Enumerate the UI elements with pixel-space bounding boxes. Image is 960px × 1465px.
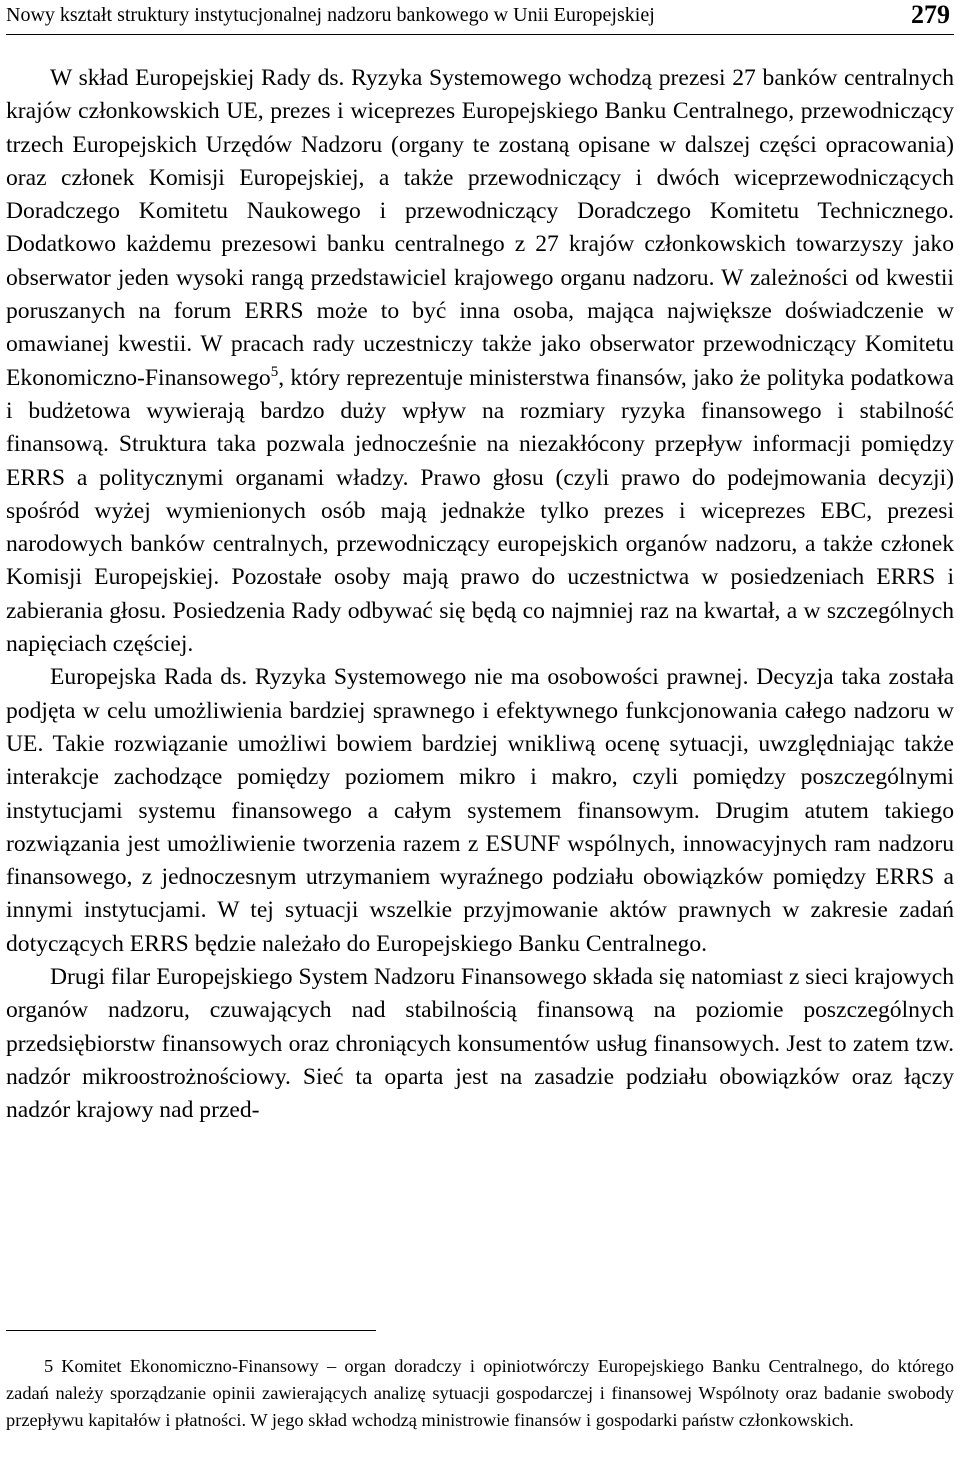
footnote-number: 5 [44,1356,54,1376]
paragraph-legal-personality: Europejska Rada ds. Ryzyka Systemowego nie ma osobowości prawnej. Decyzja taka została podjęta w celu umożliwienia bardziej sprawnego i efektywnego funkcjonowania całego nadzoru w UE. Takie rozwiązanie umożliwi bowiem bardziej wnikliwą ocenę sytuacji, uwzględniając także interakcje zachodzące pomiędzy poziomem mikro i makro, czyli pomiędzy poszczególnymi instytucjami systemu finansowego a całym systemem finansowym. Drugim atutem takiego rozwiązania jest umożliwienie tworzenia razem z ESUNF wspólnych, innowacyjnych ram nadzoru finansowego, z jednoczesnym utrzymaniem wyraźnego podziału obowiązków pomiędzy ERRS a innymi instytucjami. W tej sytuacji wszelkie przyjmowanie aktów prawnych w zakresie zadań dotyczących ERRS będzie należało do Europejskiego Banku Centralnego. [6,664,954,957]
footnote [6,1353,954,1433]
running-header-title: Nowy kształt struktury instytucjonalnej nadzoru bankowego w Unii Europejskiej [6,4,655,26]
footnote-reference[interactable]: 5 [270,363,279,380]
paragraph-text: W skład Europejskiej Rady ds. Ryzyka Systemowego wchodzą prezesi 27 banków centralnych krajów członkowskich UE, prezes i wiceprezes Europejskiego Banku Centralnego, przewodniczący trzech Europejskich Urzędów Nadzoru (organy te zostaną opisane w dalszej części opracowania) oraz członek Komisji Europejskiej, a także przewodniczący i dwóch wiceprzewodniczących Doradczego Komitetu Naukowego i przewodniczący Doradczego Komitetu Technicznego. Dodatkowo każdemu prezesowi banku centralnego z 27 krajów członkowskich towarzyszy jako obserwator jeden wysoki rangą przedstawiciel krajowego organu nadzoru. W zależności od kwestii poruszanych na forum ERRS może to być inna osoba, mająca największe doświadczenie w omawianej kwestii. W pracach rady uczestniczy także jako obserwator przewodniczący Komitetu Ekonomiczno-Finansowego [6,65,954,391]
main-text [6,62,954,1128]
paragraph-text: , który reprezentuje ministerstwa finansów, jako że polityka podatkowa i budżetowa wywierają bardzo duży wpływ na rozmiary ryzyka finansowego i stabilność finansową. Struktura taka pozwala jednocześnie na niezakłócony przepływ informacji pomiędzy ERRS a politycznymi organami władzy. Prawo głosu (czyli prawo do podejmowania decyzji) spośród wyżej wymienionych osób mają jednakże tylko prezes i wiceprezes EBC, prezesi narodowych banków centralnych, przewodniczący europejskich organów nadzoru, a także członek Komisji Europejskiej. Pozostałe osoby mają prawo do uczestnictwa w posiedzeniach ERRS i zabierania głosu. Posiedzenia Rady odbywać się będą co najmniej raz na kwartał, a w szczególnych napięciach częściej. [6,364,954,658]
footnote-separator [6,1330,376,1331]
paragraph-errs-composition [6,62,954,661]
page-number: 279 [911,0,950,29]
running-header [6,0,954,35]
paragraph-second-pillar: Drugi filar Europejskiego System Nadzoru Finansowego składa się natomiast z sieci krajowych organów nadzoru, czuwających nad stabilnością finansową na poziomie poszczególnych przedsiębiorstw finansowych oraz chroniących konsumentów usług finansowych. Jest to zatem tzw. nadzór mikroostrożnościowy. Sieć ta oparta jest na zasadzie podziału obowiązków oraz łączy nadzór krajowy nad przed- [6,964,954,1124]
footnote-text: Komitet Ekonomiczno-Finansowy – organ doradczy i opiniotwórczy Europejskiego Banku Centralnego, do którego zadań należy sporządzanie opinii zawierających analizę sytuacji gospodarczej i finansowej Wspólnoty oraz badanie swobody przepływu kapitałów i płatności. W jego skład wchodzą ministrowie finansów i gospodarki państw członkowskich. [6,1356,954,1430]
